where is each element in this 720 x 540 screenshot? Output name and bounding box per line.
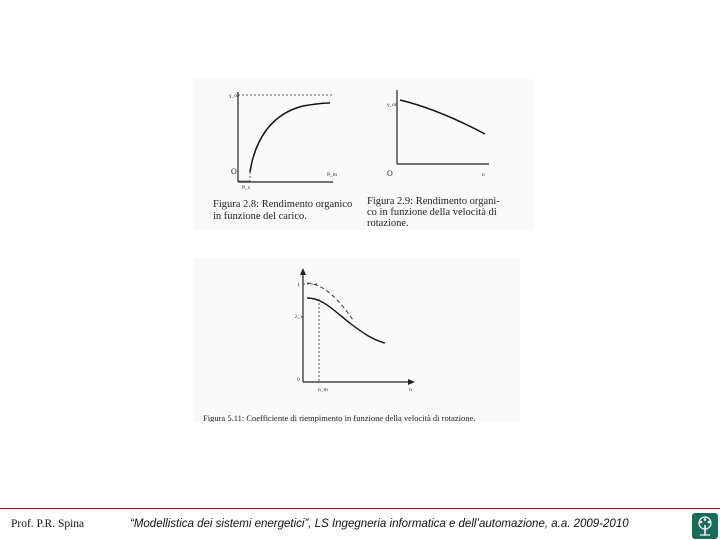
volumetric-efficiency-plot: [203, 268, 475, 422]
origin-label: 0: [297, 377, 300, 383]
footer-course: “Modellistica dei sistemi energetici”, LS Ingegneria informatica e dell’automazione, a.a. 2009-2010: [130, 518, 629, 530]
x-marker-label: P_s: [242, 185, 250, 191]
caption-line-2: in funzione del carico.: [213, 211, 307, 222]
x-axis-arrow: [408, 379, 415, 385]
caption-line-3: rotazione.: [367, 218, 409, 229]
caption-line-1: Figura 2.9: Rendimento organi-: [367, 196, 500, 207]
efficiency-curve: [250, 103, 330, 172]
x-axis-label: n: [482, 172, 485, 178]
caption-line-1: Figura 2.8: Rendimento organico: [213, 199, 353, 210]
origin-label: O: [231, 167, 237, 176]
figure-panel-efficiency: [193, 78, 533, 230]
efficiency-figures: [193, 78, 533, 230]
theoretical-curve: [307, 283, 353, 320]
y-axis-label: γ_or: [229, 93, 239, 99]
x-marker-label: n_m: [318, 387, 328, 393]
x-axis-label: P_m: [327, 172, 338, 178]
university-tree-logo-icon: [692, 513, 718, 539]
y-mid-label: λ_v: [295, 314, 304, 320]
y-top-label: 1: [297, 282, 300, 288]
load-efficiency-plot: [213, 92, 352, 222]
origin-label: O: [387, 169, 393, 178]
y-axis-arrow: [300, 268, 306, 275]
x-axis-label: n: [409, 387, 412, 393]
footer-rule: [0, 508, 720, 509]
speed-efficiency-plot: [367, 90, 500, 229]
figure-panel-volumetric: [193, 258, 520, 422]
efficiency-curve: [400, 100, 485, 134]
volumetric-figure: [193, 258, 520, 422]
footer-author: Prof. P.R. Spina: [11, 518, 85, 530]
caption: Figura 5.11: Coefficiente di riempimento in funzione della velocità di rotazione.: [203, 413, 476, 422]
caption-line-2: co in funzione della velocità di: [367, 207, 497, 218]
y-axis-label: γ_or: [387, 102, 397, 108]
